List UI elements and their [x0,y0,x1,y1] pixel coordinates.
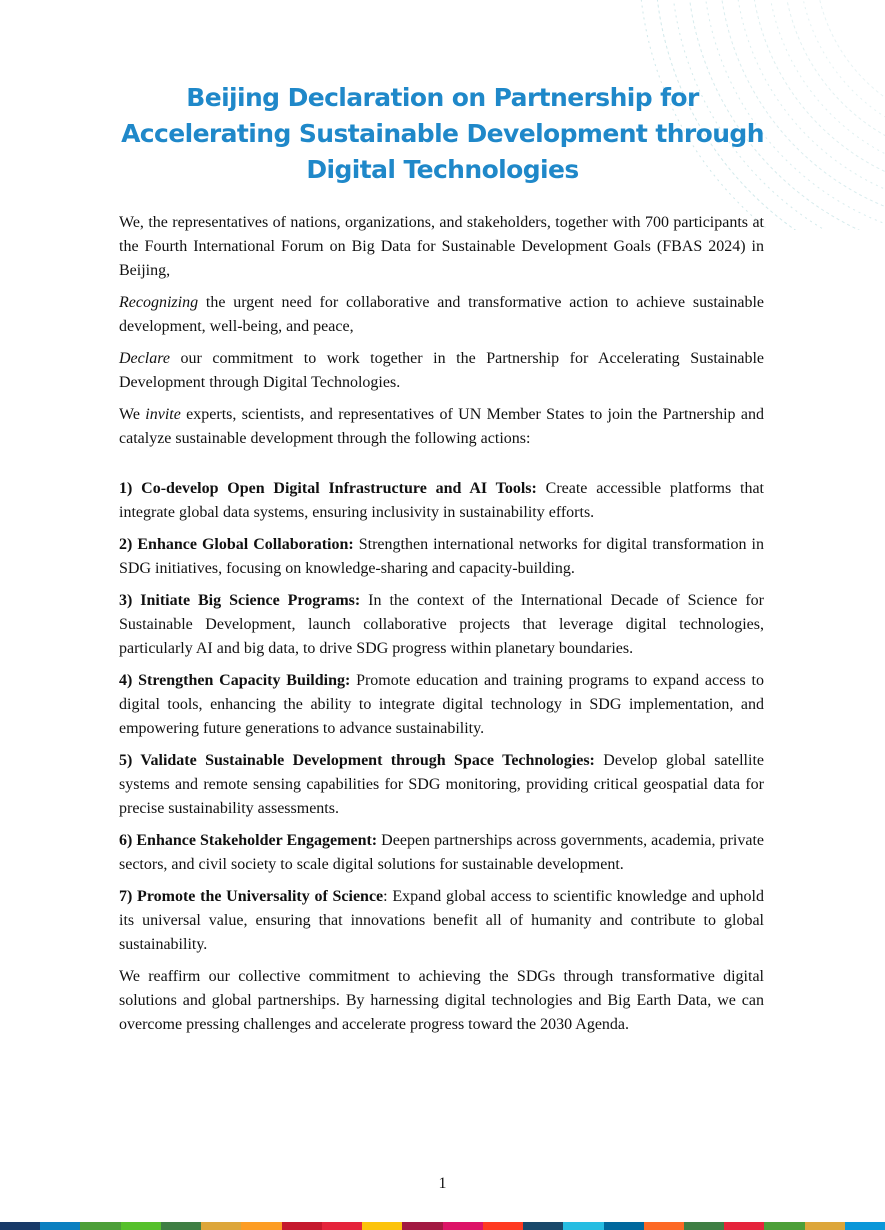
action-item-4 [119,669,764,741]
invite-paragraph: We invite experts, scientists, and representatives of UN Member States to join the Partnership and catalyze sustainable development through the following actions: [119,406,765,447]
action-item-7 [119,885,764,957]
sdg-color-segment [40,1222,80,1230]
closing-paragraph: We reaffirm our collective commitment to achieving the SDGs through transformative digital solutions and global partnerships. By harnessing digital technologies and Big Earth Data, we can overcome pressing challenges and accelerate progress toward the 2030 Agenda. [119,968,764,1033]
action-heading: 7) Promote the Universality of Science [119,888,384,905]
recognizing-paragraph: Recognizing the urgent need for collaborative and transformative action to achieve sustainable development, well-being, and peace, [119,294,764,335]
sdg-color-segment [121,1222,161,1230]
action-text: : Expand global access to scientific knowledge and uphold its universal value, ensuring that innovations benefit all of humanity and contribute to global sustainability. [119,888,764,953]
title-line: Beijing Declaration on Partnership for [186,83,699,112]
sdg-color-segment [80,1222,120,1230]
page-number: 1 [438,1175,447,1192]
sdg-color-segment [241,1222,281,1230]
action-item-6 [119,829,764,877]
sdg-color-segment [644,1222,684,1230]
action-item-1 [119,477,764,525]
sdg-color-segment [483,1222,523,1230]
title-line: Digital Technologies [306,155,579,184]
sdg-color-segment [604,1222,644,1230]
action-item-2 [119,533,764,581]
sdg-color-segment [322,1222,362,1230]
sdg-color-segment [724,1222,764,1230]
action-item-5 [119,749,764,821]
sdg-color-bar [0,1222,885,1230]
sdg-color-segment [201,1222,241,1230]
action-heading: 1) Co-develop Open Digital Infrastructure and AI Tools: [119,480,537,497]
sdg-color-segment [0,1222,40,1230]
declaration-body [119,211,764,1045]
action-text: Strengthen international networks for digital transformation in SDG initiatives, focusing on knowledge-sharing and capacity-building. [119,536,765,577]
action-heading: 2) Enhance Global Collaboration: [119,536,354,553]
sdg-color-segment [764,1222,804,1230]
sdg-color-segment [161,1222,201,1230]
declaration-title [40,80,845,188]
sdg-color-segment [443,1222,483,1230]
action-text: Create accessible platforms that integrate global data systems, ensuring inclusivity in sustainability efforts. [119,480,764,521]
action-text: Promote education and training programs to expand access to digital tools, enhancing the ability to integrate digital technology in SDG implementation, and empowering future generations to advance sustainability. [119,672,764,737]
sdg-color-segment [805,1222,845,1230]
action-text: Deepen partnerships across governments, academia, private sectors, and civil society to scale digital solutions for sustainable development. [119,832,765,873]
sdg-color-segment [402,1222,442,1230]
title-line: Accelerating Sustainable Development through [121,119,764,148]
action-heading: 5) Validate Sustainable Development through Space Technologies: [119,752,595,769]
action-item-3 [119,589,764,661]
action-heading: 4) Strengthen Capacity Building: [119,672,351,689]
sdg-color-segment [563,1222,603,1230]
declare-paragraph: Declare our commitment to work together in the Partnership for Accelerating Sustainable Development through Digital Technologies. [119,350,764,391]
action-text: In the context of the International Decade of Science for Sustainable Development, launch collaborative projects that leverage digital technologies, particularly AI and big data, to drive SDG progress within planetary boundaries. [119,592,765,657]
intro-paragraph: We, the representatives of nations, organizations, and stakeholders, together with 700 participants at the Fourth International Forum on Big Data for Sustainable Development Goals (FBAS 2024) in Beijing, [119,214,764,279]
action-text: Develop global satellite systems and remote sensing capabilities for SDG monitoring, providing critical geospatial data for precise sustainability assessments. [119,752,764,817]
sdg-color-segment [282,1222,322,1230]
sdg-color-segment [362,1222,402,1230]
action-heading: 6) Enhance Stakeholder Engagement: [119,832,378,849]
sdg-color-segment [845,1222,885,1230]
action-heading: 3) Initiate Big Science Programs: [119,592,361,609]
sdg-color-segment [523,1222,563,1230]
sdg-color-segment [684,1222,724,1230]
